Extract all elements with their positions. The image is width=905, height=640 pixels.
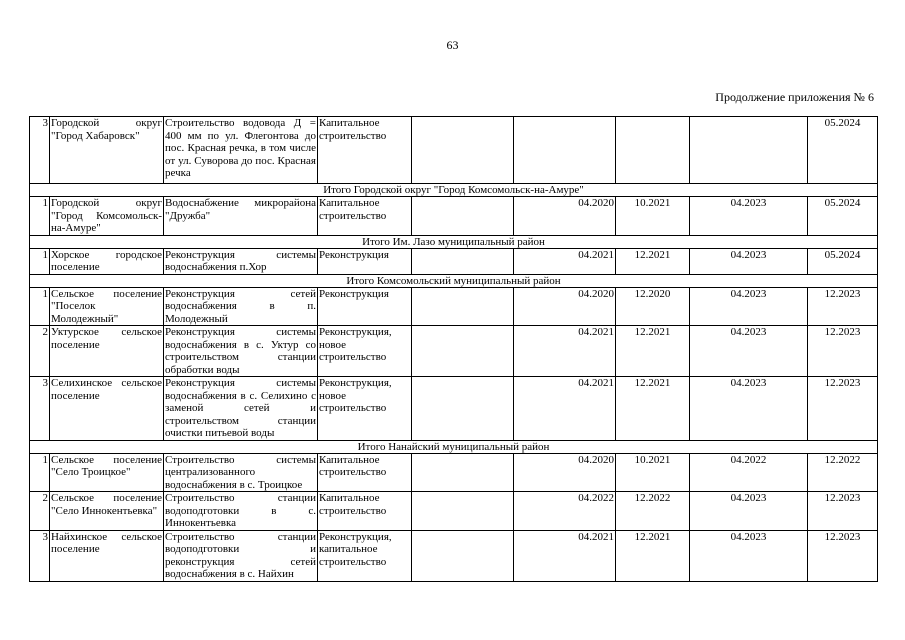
row-number-cell: 1 bbox=[30, 453, 50, 492]
empty-cell bbox=[412, 117, 514, 184]
end-date-cell: 12.2023 bbox=[808, 326, 878, 377]
date-cell: 12.2021 bbox=[616, 530, 690, 581]
row-number-cell: 1 bbox=[30, 197, 50, 236]
row-number-cell: 3 bbox=[30, 117, 50, 184]
municipality-cell: Хорское городское поселение bbox=[51, 248, 162, 273]
end-date-cell: 05.2024 bbox=[808, 248, 878, 274]
start-date-cell: 04.2020 bbox=[514, 287, 616, 326]
date-cell: 12.2021 bbox=[616, 248, 690, 274]
group-total-row bbox=[30, 440, 878, 453]
work-type-cell: Реконструкция, новое строительство bbox=[318, 326, 412, 377]
object-cell: Реконструкция системы водоснабжения в с. Уктур со строительством станции обработки воды bbox=[165, 326, 316, 376]
work-type-cell: Капитальное строительство bbox=[318, 492, 412, 531]
table-row bbox=[30, 197, 878, 236]
end-date-cell: 12.2023 bbox=[808, 530, 878, 581]
row-number-cell: 2 bbox=[30, 492, 50, 531]
work-type-cell: Капитальное строительство bbox=[318, 117, 412, 184]
row-number-cell: 2 bbox=[30, 326, 50, 377]
municipality-cell: Уктурское сельское поселение bbox=[50, 326, 164, 377]
start-date-cell: 04.2021 bbox=[514, 377, 616, 441]
empty-cell bbox=[412, 326, 514, 377]
start-date-cell: 04.2020 bbox=[514, 197, 616, 236]
row-number-cell: 3 bbox=[30, 530, 50, 581]
start-date-cell: 04.2021 bbox=[514, 326, 616, 377]
object-cell: Реконструкция системы водоснабжения п.Хор bbox=[165, 248, 316, 273]
end-date-cell: 12.2023 bbox=[808, 287, 878, 326]
work-type-cell: Реконструкция, новое строительство bbox=[318, 377, 412, 441]
work-type-cell: Реконструкция bbox=[318, 287, 412, 326]
table-row bbox=[30, 326, 878, 377]
table-row bbox=[30, 492, 878, 531]
work-type-cell: Реконструкция, капитальное строительство bbox=[318, 530, 412, 581]
object-cell: Реконструкция системы водоснабжения в с. Селихино с заменой сетей и строительством станции очистки питьевой воды bbox=[165, 377, 316, 439]
table-row bbox=[30, 377, 878, 441]
group-title: Итого Нанайский муниципальный район bbox=[30, 440, 878, 453]
appendix-note: Продолжение приложения № 6 bbox=[715, 90, 874, 104]
date-cell: 04.2022 bbox=[690, 453, 808, 492]
table-body bbox=[30, 117, 878, 582]
date-cell: 10.2021 bbox=[616, 197, 690, 236]
empty-cell bbox=[412, 492, 514, 531]
municipality-cell: Селихинское сельское поселение bbox=[50, 377, 164, 441]
object-cell: Строительство водовода Д = 400 мм по ул. Флегонтова до пос. Красная речка, в том числе от ул. Суворова до пос. Красная речка bbox=[164, 117, 318, 184]
group-title: Итого Городской округ "Город Комсомольск-на-Амуре" bbox=[30, 184, 878, 197]
table-row bbox=[30, 248, 878, 274]
work-type-cell: Капитальное строительство bbox=[318, 197, 412, 236]
empty-cell bbox=[412, 377, 514, 441]
start-date-cell: 04.2020 bbox=[514, 453, 616, 492]
date-cell bbox=[690, 117, 808, 184]
municipality-cell: Найхинское сельское поселение bbox=[50, 530, 164, 581]
date-cell: 04.2023 bbox=[690, 326, 808, 377]
group-total-row bbox=[30, 235, 878, 248]
empty-cell bbox=[412, 453, 514, 492]
date-cell: 04.2023 bbox=[690, 287, 808, 326]
date-cell: 04.2023 bbox=[690, 197, 808, 236]
date-cell: 12.2020 bbox=[616, 287, 690, 326]
municipality-cell: Сельское поселение "Село Троицкое" bbox=[50, 453, 164, 492]
group-title: Итого Им. Лазо муниципальный район bbox=[30, 235, 878, 248]
object-cell: Строительство системы централизованного водоснабжения в с. Троицкое bbox=[165, 453, 316, 491]
group-total-row bbox=[30, 184, 878, 197]
projects-table bbox=[29, 116, 878, 582]
object-cell: Водоснабжение микрорайона "Дружба" bbox=[164, 197, 318, 236]
municipality-cell: Сельское поселение "Село Иннокентьевка" bbox=[50, 492, 164, 531]
date-cell: 12.2022 bbox=[616, 492, 690, 531]
group-total-row bbox=[30, 274, 878, 287]
municipality-cell: Городской округ "Город Хабаровск" bbox=[50, 117, 164, 184]
date-cell: 04.2023 bbox=[690, 377, 808, 441]
municipality-cell: Сельское поселение "Поселок Молодежный" bbox=[51, 287, 162, 325]
date-cell: 10.2021 bbox=[616, 453, 690, 492]
start-date-cell: 04.2021 bbox=[514, 248, 616, 274]
table-row bbox=[30, 530, 878, 581]
empty-cell bbox=[412, 248, 514, 274]
end-date-cell: 12.2023 bbox=[808, 377, 878, 441]
date-cell: 12.2021 bbox=[616, 326, 690, 377]
date-cell bbox=[616, 117, 690, 184]
row-number-cell: 3 bbox=[30, 377, 50, 441]
row-number-cell: 1 bbox=[30, 248, 50, 274]
end-date-cell: 05.2024 bbox=[808, 117, 878, 184]
table-row bbox=[30, 453, 878, 492]
start-date-cell: 04.2022 bbox=[514, 492, 616, 531]
work-type-cell: Капитальное строительство bbox=[318, 453, 412, 492]
start-date-cell bbox=[514, 117, 616, 184]
end-date-cell: 12.2022 bbox=[808, 453, 878, 492]
date-cell: 12.2021 bbox=[616, 377, 690, 441]
object-cell: Реконструкция сетей водоснабжения в п. Молодежный bbox=[165, 287, 316, 325]
object-cell: Строительство станции водоподготовки и реконструкция сетей водоснабжения в с. Найхин bbox=[165, 530, 316, 580]
start-date-cell: 04.2021 bbox=[514, 530, 616, 581]
table-row bbox=[30, 117, 878, 184]
end-date-cell: 05.2024 bbox=[808, 197, 878, 236]
group-title: Итого Комсомольский муниципальный район bbox=[30, 274, 878, 287]
empty-cell bbox=[412, 287, 514, 326]
table-row bbox=[30, 287, 878, 326]
municipality-cell: Городской округ "Город Комсомольск-на-Амуре" bbox=[51, 197, 162, 234]
date-cell: 04.2023 bbox=[690, 248, 808, 274]
work-type-cell: Реконструкция bbox=[318, 248, 412, 274]
object-cell: Строительство станции водоподготовки в с. Иннокентьевка bbox=[165, 492, 316, 529]
date-cell: 04.2023 bbox=[690, 530, 808, 581]
date-cell: 04.2023 bbox=[690, 492, 808, 531]
page-number: 63 bbox=[446, 38, 459, 52]
row-number-cell: 1 bbox=[30, 287, 50, 326]
end-date-cell: 12.2023 bbox=[808, 492, 878, 531]
empty-cell bbox=[412, 530, 514, 581]
empty-cell bbox=[412, 197, 514, 236]
